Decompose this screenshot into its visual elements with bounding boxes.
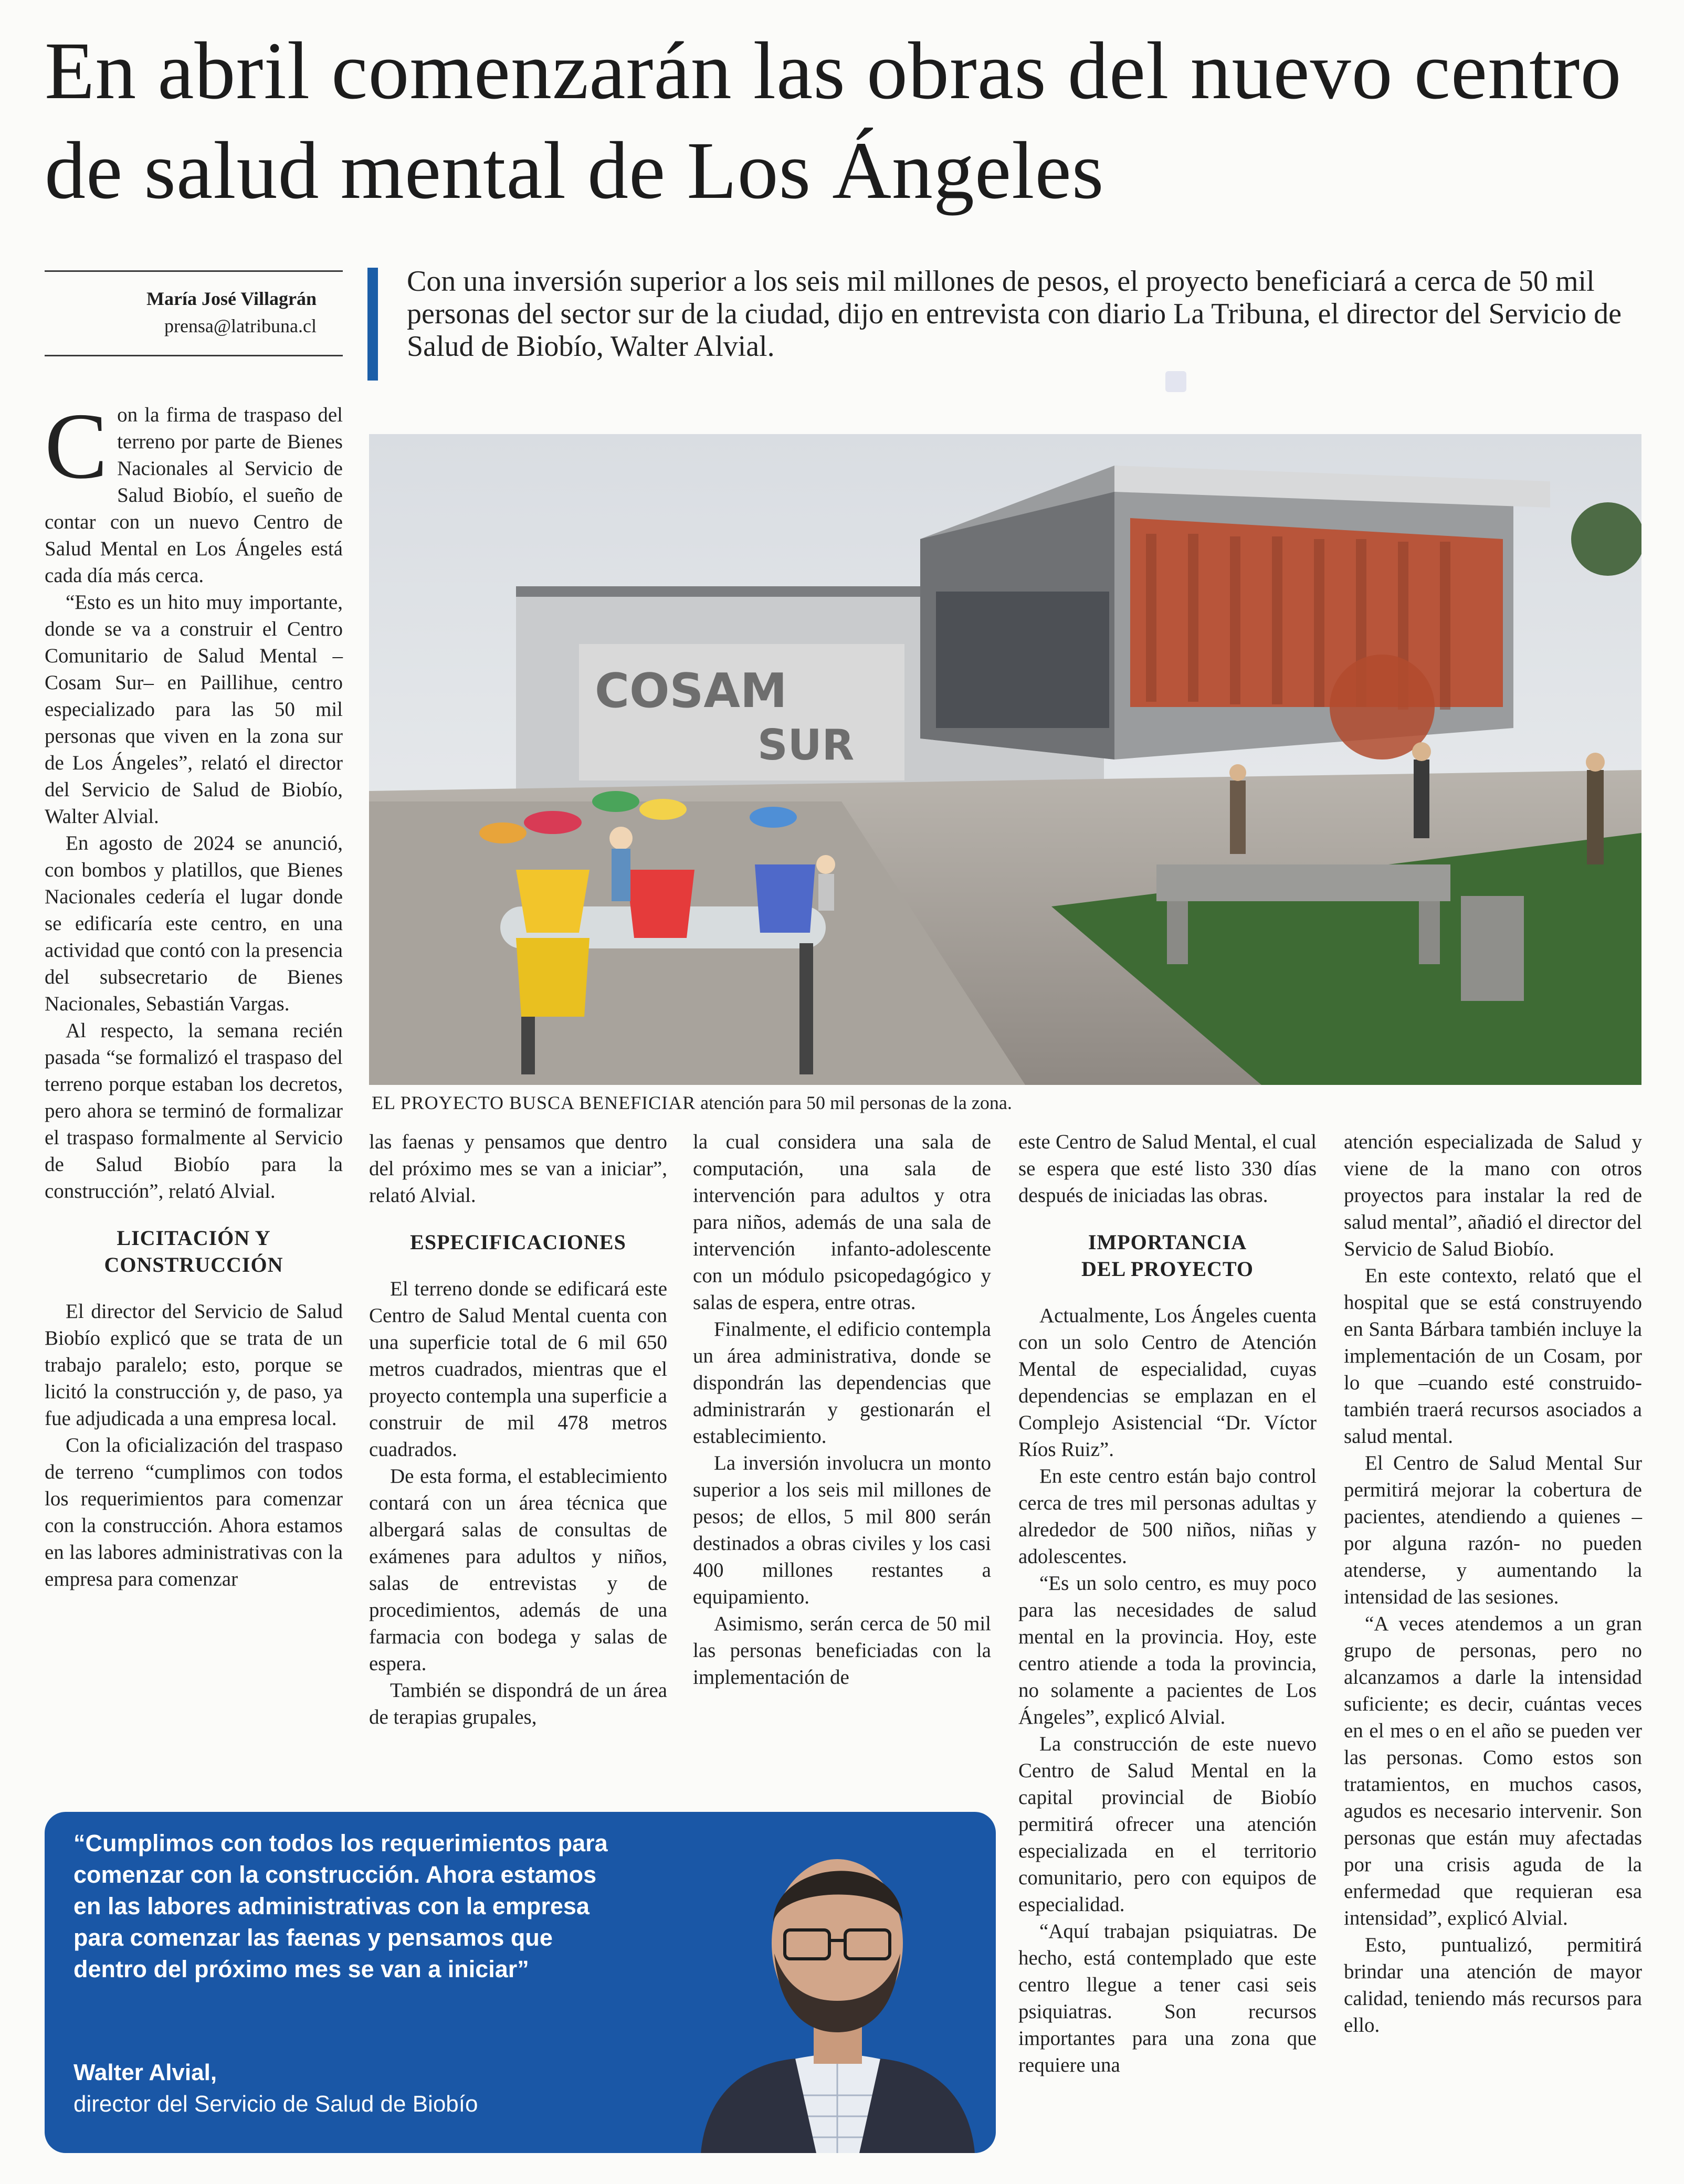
column-5: [1344, 1128, 1642, 2039]
paragraph: La construcción de este nuevo Centro de Salud Mental en la capital provincial de Biobío permitirá ofrecer una atención especializada en el territorio comunitario, pero con equipos de especialidad.: [1018, 1733, 1317, 1916]
column-1: [45, 394, 343, 1592]
section-heading: LICITACIÓN Y CONSTRUCCIÓN: [104, 1226, 283, 1276]
paragraph: Con la oficialización del traspaso de terreno “cumplimos con todos los requerimientos para comenzar con la construcción. Ahora estamos en las labores administrativas con la empresa para comenzar: [45, 1434, 343, 1590]
section-heading: IMPORTANCIA DEL PROYECTO: [1081, 1230, 1254, 1281]
paragraph: Al respecto, la semana recién pasada “se formalizó el traspaso del terreno porque estaban los decretos, pero ahora se terminó de formalizar el traspaso formalmente al Servicio de Salud Biobío para la construcción”, relató Alvial.: [45, 1019, 343, 1202]
photo-caption: EL PROYECTO BUSCA BENEFICIAR atención para 50 mil personas de la zona.: [372, 1092, 1012, 1113]
paragraph: “Esto es un hito muy importante, donde se va a construir el Centro Comunitario de Salud Mental –Cosam Sur– en Paillihue, centro especializado para las 50 mil personas que viven en la zona sur de Los Ángeles”, relató el director del Servicio de Salud de Biobío, Walter Alvial.: [45, 591, 343, 828]
paragraph: El director del Servicio de Salud Biobío explicó que se trata de un trabajo paralelo; esto, porque se licitó la construcción y, de paso, ya fue adjudicada a una empresa local.: [45, 1300, 343, 1430]
lead-paragraph: Con una inversión superior a los seis mil millones de pesos, el proyecto beneficiará a cerca de 50 mil personas del sector sur de la ciudad, dijo en entrevista con diario La Tribuna, el director del Servicio de Salud de Biobío, Walter Alvial.: [407, 265, 1622, 363]
paragraph: Finalmente, el edificio contempla un área administrativa, donde se dispondrán las dependencias que administrarán y gestionarán el establecimiento.: [693, 1318, 991, 1448]
person-portrait-icon: [680, 1812, 996, 2153]
paragraph: El Centro de Salud Mental Sur permitirá mejorar la cobertura de pacientes, atendiendo a quienes –por alguna razón- no pueden atenderse, y aumentando la intensidad de las sesiones.: [1344, 1452, 1642, 1608]
paragraph: Actualmente, Los Ángeles cuenta con un solo Centro de Atención Mental de especialidad, cuyas dependencias se emplazan en el Complejo Asistencial “Dr. Víctor Ríos Ruiz”.: [1018, 1304, 1317, 1461]
paragraph: este Centro de Salud Mental, el cual se espera que esté listo 330 días después de iniciadas las obras.: [1018, 1131, 1317, 1207]
author-email[interactable]: prensa@latribuna.cl: [164, 315, 317, 336]
column-2: [369, 1128, 667, 1731]
paragraph: “Es un solo centro, es muy poco para las necesidades de salud mental en la provincia. Hoy, este centro atiende a toda la provincia, no solamente a pacientes de Los Ángeles”, explicó Alvial.: [1018, 1572, 1317, 1728]
column-4: [1018, 1128, 1317, 2079]
author-name: María José Villagrán: [146, 288, 317, 309]
paragraph: En agosto de 2024 se anunció, con bombos y platillos, que Bienes Nacionales cedería el lugar donde se edificaría este centro, en una actividad que contó con la presencia del subsecretario de Bienes Nacionales, Sebastián Vargas.: [45, 832, 343, 1015]
paragraph: Con la firma de traspaso del terreno por parte de Bienes Nacionales al Servicio de Salud Biobío, el sueño de contar con un nuevo Centro de Salud Mental en Los Ángeles está cada día más cerca.: [45, 394, 343, 587]
paragraph: la cual considera una sala de computación, una sala de intervención para adultos y otra para niños, además de una sala de intervención infanto-adolescente con un módulo psicopedagógico y salas de espera, entre otras.: [693, 1131, 991, 1314]
paragraph: De esta forma, el establecimiento contará con un área técnica que albergará salas de consultas de exámenes para adultos y niños, salas de entrevistas y de procedimientos, además de una farmacia con bodega y salas de espera.: [369, 1465, 667, 1675]
rendering-illustration: [369, 434, 1641, 1085]
paragraph: las faenas y pensamos que dentro del próximo mes se van a iniciar”, relató Alvial.: [369, 1131, 667, 1207]
sign-text-2: SUR: [757, 721, 855, 769]
paragraph: El terreno donde se edificará este Centro de Salud Mental cuenta con una superficie total de 6 mil 650 metros cuadrados, mientras que el proyecto contempla una superficie a construir de mil 478 metros cuadrados.: [369, 1278, 667, 1461]
column-3: [693, 1128, 991, 1691]
project-rendering-photo: [369, 434, 1641, 1085]
ad-marker-icon: [1165, 371, 1186, 392]
section-heading: ESPECIFICACIONES: [410, 1230, 626, 1254]
headline: En abril comenzarán las obras del nuevo centro de salud mental de Los Ángeles: [45, 25, 1622, 216]
quote-attribution-name: Walter Alvial,: [73, 2060, 217, 2085]
drop-cap: C: [45, 394, 108, 498]
paragraph: En este contexto, relató que el hospital que se está construyendo en Santa Bárbara también incluye la implementación de un Cosam, por lo que –cuando esté construido- también traerá recursos asociados a salud mental.: [1344, 1264, 1642, 1448]
paragraph: Asimismo, serán cerca de 50 mil las personas beneficiadas con la implementación de: [693, 1612, 991, 1689]
quote-attribution-role: director del Servicio de Salud de Biobío: [73, 2091, 478, 2117]
sign-text-1: COSAM: [595, 663, 787, 719]
paragraph: La inversión involucra un monto superior a los seis mil millones de pesos; de ellos, 5 mil 800 serán destinados a obras civiles y los casi 400 millones restantes a equipamiento.: [693, 1452, 991, 1608]
paragraph: En este centro están bajo control cerca de tres mil personas adultas y alrededor de 500 niños, niñas y adolescentes.: [1018, 1465, 1317, 1568]
paragraph: “A veces atendemos a un gran grupo de personas, pero no alcanzamos a darle la intensidad suficiente; es decir, cuántas veces en el mes o en el año se pueden ver las personas. Como estos son tratamientos, en muchos casos, agudos es necesario intervenir. Son personas que están muy afectadas por una crisis aguda de la enfermedad que requieran esa intensidad”, explicó Alvial.: [1344, 1612, 1642, 1929]
byline: [45, 270, 343, 356]
pull-quote-text: “Cumplimos con todos los requerimientos para comenzar con la construcción. Ahora estamos en las labores administrativas con la empresa para comenzar las faenas y pensamos que dentro del próximo mes se van a iniciar”: [73, 1830, 608, 1982]
paragraph: También se dispondrá de un área de terapias grupales,: [369, 1679, 667, 1728]
paragraph: “Aquí trabajan psiquiatras. De hecho, está contemplado que este centro llegue a tener casi seis psiquiatras. Son recursos importantes para una zona que requiere una: [1018, 1920, 1317, 2076]
paragraph: Esto, puntualizó, permitirá brindar una atención de mayor calidad, teniendo más recursos para ello.: [1344, 1934, 1642, 2037]
lead-accent-bar: [367, 268, 378, 381]
paragraph: atención especializada de Salud y viene de la mano con otros proyectos para instalar la red de salud mental”, añadió el director del Servicio de Salud Biobío.: [1344, 1131, 1642, 1260]
pull-quote-box: [45, 1812, 996, 2153]
